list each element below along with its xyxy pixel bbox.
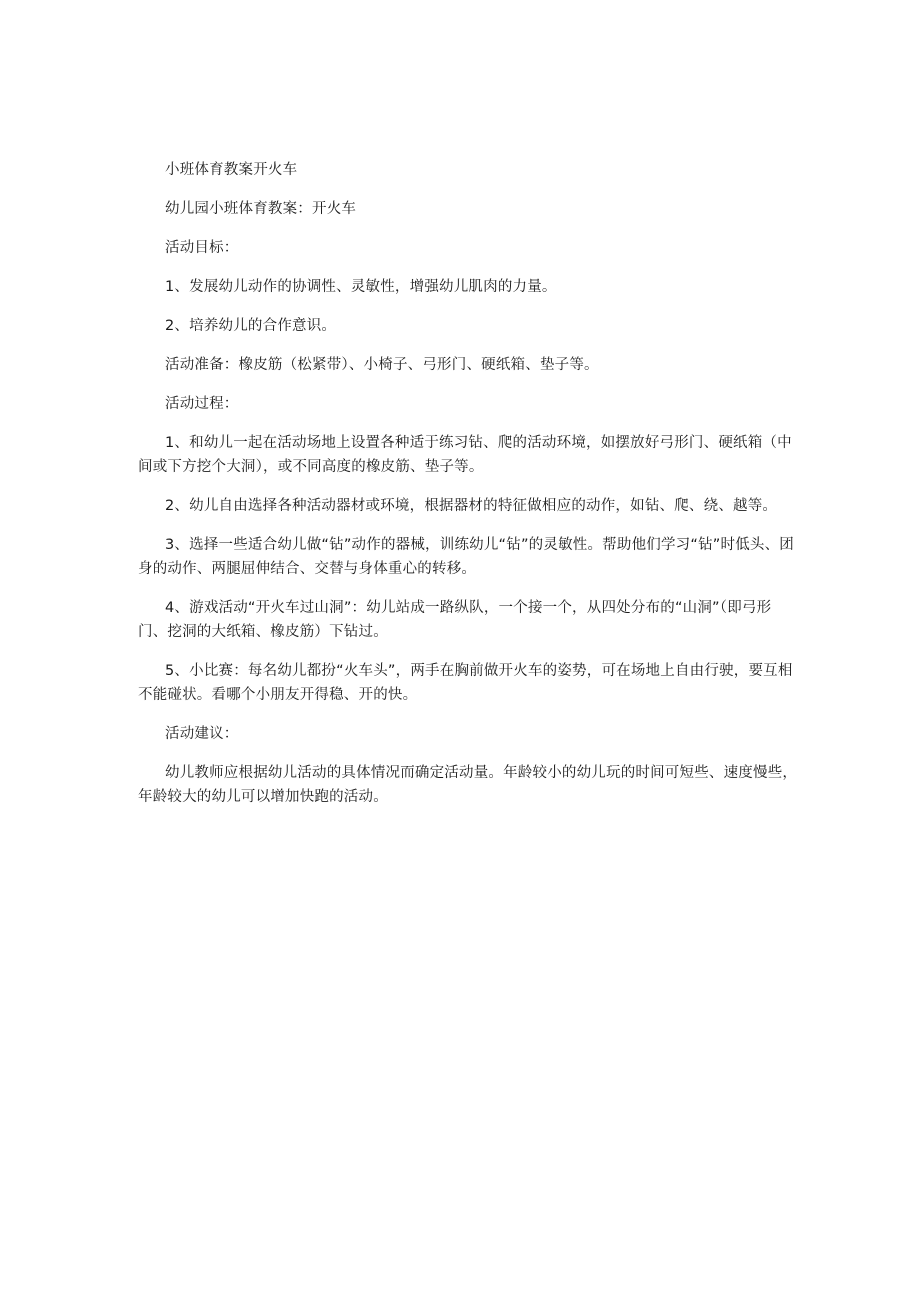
- process-step-4: 4、游戏活动“开火车过山洞”：幼儿站成一路纵队，一个接一个，从四处分布的“山洞”（即弓形门、挖洞的大纸箱、橡皮筋）下钻过。: [138, 600, 772, 640]
- section-heading-suggestions: 活动建议：: [165, 726, 239, 742]
- document-page: [138, 158, 798, 824]
- document-subtitle: 幼儿园小班体育教案：开火车: [165, 201, 357, 217]
- process-step-3: 3、选择一些适合幼儿做“钻”动作的器械，训练幼儿“钻”的灵敏性。帮助他们学习“钻”时低头、团身的动作、两腿屈伸结合、交替与身体重心的转移。: [138, 537, 794, 577]
- section-heading-process: 活动过程：: [165, 396, 239, 412]
- document-title: 小班体育教案开火车: [165, 162, 298, 178]
- goal-item-2: 2、培养幼儿的合作意识。: [165, 318, 337, 334]
- process-step-5: 5、小比赛：每名幼儿都扮“火车头”，两手在胸前做开火车的姿势，可在场地上自由行驶，要互相不能碰状。看哪个小朋友开得稳、开的快。: [138, 663, 793, 703]
- suggestion-paragraph: 幼儿教师应根据幼儿活动的具体情况而确定活动量。年龄较小的幼儿玩的时间可短些、速度慢些，年龄较大的幼儿可以增加快跑的活动。: [138, 765, 798, 805]
- process-step-2: 2、幼儿自由选择各种活动器材或环境，根据器材的特征做相应的动作，如钻、爬、绕、越等。: [165, 498, 778, 514]
- process-step-1: 1、和幼儿一起在活动场地上设置各种适于练习钻、爬的活动环境，如摆放好弓形门、硬纸箱（中间或下方挖个大洞），或不同高度的橡皮筋、垫子等。: [138, 435, 792, 475]
- preparation-paragraph: 活动准备：橡皮筋（松紧带）、小椅子、弓形门、硬纸箱、垫子等。: [165, 357, 599, 373]
- goal-item-1: 1、发展幼儿动作的协调性、灵敏性，增强幼儿肌肉的力量。: [165, 279, 557, 295]
- section-heading-goals: 活动目标：: [165, 240, 239, 256]
